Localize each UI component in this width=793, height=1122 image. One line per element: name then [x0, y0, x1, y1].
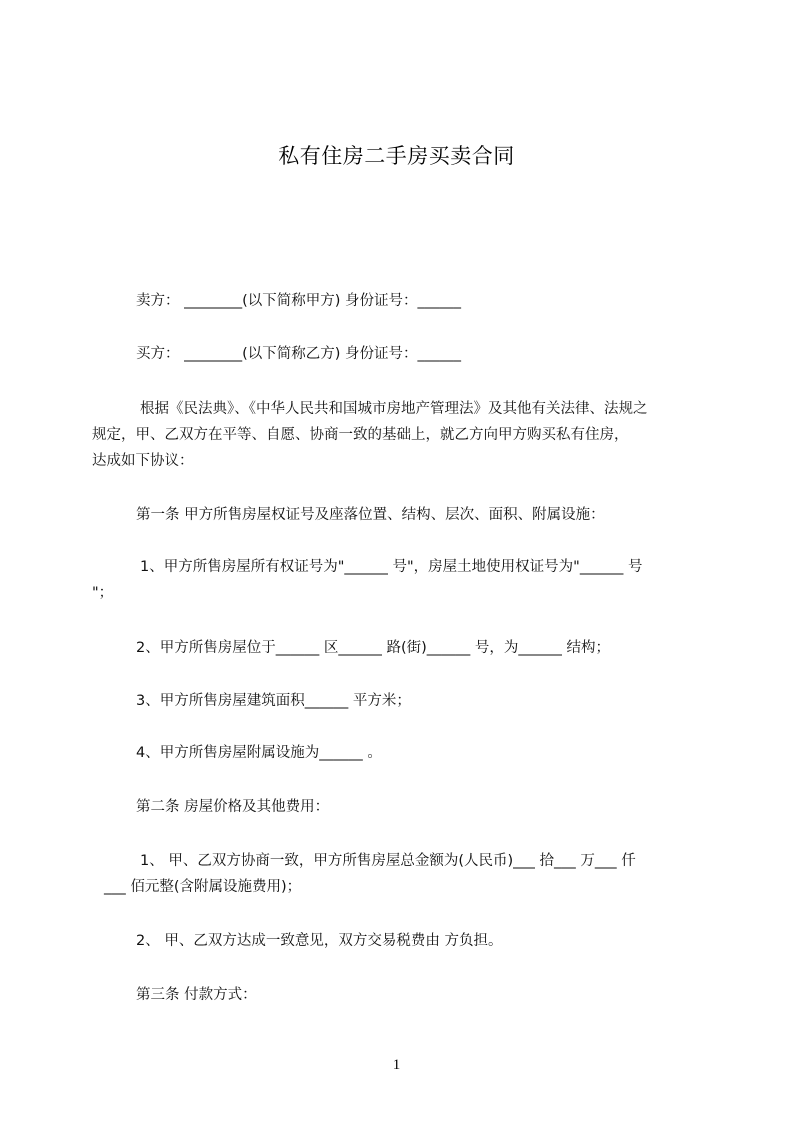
preamble-line-2: 规定，甲、乙双方在平等、自愿、协商一致的基础上，就乙方向甲方购买私有住房，: [92, 427, 629, 443]
article-2-clause-1-line-2: ___ 佰元整(含附属设施费用)；: [104, 879, 302, 895]
article-1-heading: 第一条 甲方所售房屋权证号及座落位置、结构、层次、面积、附属设施：: [136, 507, 605, 523]
article-2-heading: 第二条 房屋价格及其他费用：: [136, 799, 330, 815]
article-1-clause-4: 4、甲方所售房屋附属设施为______ 。: [136, 745, 382, 761]
article-1-clause-1-line-1: 1、甲方所售房屋所有权证号为"______ 号"，房屋土地使用权证号为"______ 号: [140, 559, 643, 575]
article-1-clause-3: 3、甲方所售房屋建筑面积______ 平方米；: [136, 693, 411, 709]
preamble-line-1: 根据《民法典》、《中华人民共和国城市房地产管理法》及其他有关法律、法规之: [140, 401, 648, 417]
document-title: 私有住房二手房买卖合同: [278, 144, 515, 168]
buyer-line: 买方： ________(以下简称乙方) 身份证号：______: [136, 346, 462, 362]
page-number: 1: [392, 1057, 401, 1073]
article-2-clause-2: 2、 甲、乙双方达成一致意见，双方交易税费由 方负担。: [136, 933, 503, 949]
article-1-clause-2: 2、甲方所售房屋位于______ 区______ 路(街)______ 号，为______ 结构；: [136, 640, 610, 656]
article-1-clause-1-line-2: "；: [92, 585, 114, 601]
preamble-line-3: 达成如下协议：: [92, 453, 194, 469]
article-2-clause-1-line-1: 1、 甲、乙双方协商一致，甲方所售房屋总金额为(人民币)___ 拾___ 万___ 仟: [140, 853, 636, 869]
article-3-heading: 第三条 付款方式：: [136, 987, 257, 1003]
seller-line: 卖方： ________(以下简称甲方) 身份证号：______: [136, 293, 462, 309]
